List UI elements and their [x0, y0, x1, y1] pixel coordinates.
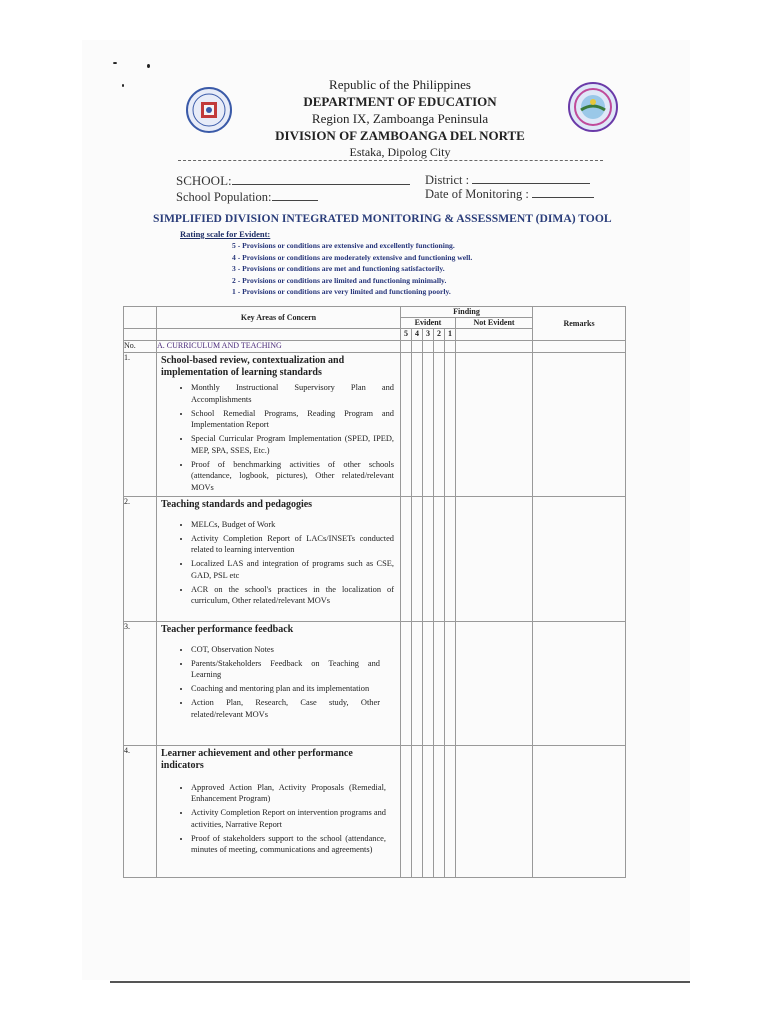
- rating-cell[interactable]: [445, 353, 456, 497]
- school-label: SCHOOL:: [176, 173, 232, 188]
- mov-item: • Monthly Instructional Supervisory Plan and Accomplishments: [191, 382, 394, 405]
- blank-cell: [157, 329, 401, 341]
- scale-4-header: 4: [412, 329, 423, 341]
- finding-header: Finding: [401, 307, 533, 318]
- scan-speck: [122, 84, 124, 87]
- mov-item: • Coaching and mentoring plan and its implementation: [191, 683, 380, 695]
- area-title: Teaching standards and pedagogies: [161, 498, 313, 510]
- region-line: Region IX, Zamboanga Peninsula: [311, 111, 489, 126]
- mov-item: • MELCs, Budget of Work: [191, 519, 394, 531]
- date-field: [425, 186, 594, 202]
- tool-title: SIMPLIFIED DIVISION INTEGRATED MONITORING & ASSESSMENT (DIMA) TOOL: [153, 212, 612, 225]
- scan-speck: [113, 62, 117, 64]
- mov-list: [157, 782, 400, 856]
- mov-item: • Proof of stakeholders support to the school (attendance, minutes of meeting, communications and agreements): [191, 833, 386, 856]
- date-blank: [532, 186, 594, 198]
- rating-cell[interactable]: [412, 621, 423, 745]
- area-cell: [157, 621, 401, 745]
- mov-item: • COT, Observation Notes: [191, 644, 380, 656]
- district-blank: [472, 172, 590, 184]
- rating-cell[interactable]: [423, 496, 434, 621]
- rating-item: 2 - Provisions or conditions are limited and functioning minimally.: [232, 275, 447, 285]
- population-label: School Population:: [176, 190, 272, 204]
- rating-scale-list: [232, 240, 472, 298]
- letterhead: [160, 76, 640, 161]
- scale-1-header: 1: [445, 329, 456, 341]
- not-evident-header: Not Evident: [456, 318, 533, 329]
- rating-cell[interactable]: [401, 353, 412, 497]
- rating-cell[interactable]: [412, 353, 423, 497]
- blank-cell: [456, 329, 533, 341]
- remarks-header: Remarks: [533, 307, 626, 341]
- rating-cell[interactable]: [434, 496, 445, 621]
- mov-item: • Approved Action Plan, Activity Proposals (Remedial, Enhancement Program): [191, 782, 386, 805]
- not-evident-cell[interactable]: [456, 745, 533, 877]
- remarks-cell[interactable]: [533, 496, 626, 621]
- rating-scale-title: Rating scale for Evident:: [180, 229, 271, 239]
- area-title: School-based review, contextualization and implementation of learning standards: [161, 355, 345, 378]
- area-cell: [157, 496, 401, 621]
- row-number: 2.: [124, 496, 157, 621]
- rating-item: 4 - Provisions or conditions are moderately extensive and functioning well.: [232, 252, 473, 262]
- table-header-row: [124, 307, 626, 318]
- department-line: DEPARTMENT OF EDUCATION: [303, 94, 497, 109]
- row-number: 3.: [124, 621, 157, 745]
- table-row: [124, 745, 626, 877]
- mov-item: • Activity Completion Report on intervention programs and activities, Narrative Report: [191, 807, 386, 830]
- mov-item: • Proof of benchmarking activities of other schools (attendance, logbook, pictures), Other related/relevant MOVs: [191, 459, 394, 494]
- area-title: Learner achievement and other performance indicators: [161, 747, 353, 771]
- rating-cell[interactable]: [445, 341, 456, 353]
- table-row: [124, 353, 626, 497]
- monitoring-table: [123, 306, 626, 878]
- area-cell: [157, 745, 401, 877]
- mov-item: • Localized LAS and integration of programs such as CSE, GAD, PSL etc: [191, 558, 394, 581]
- scale-3-header: 3: [423, 329, 434, 341]
- row-number: 1.: [124, 353, 157, 497]
- district-label: District :: [425, 173, 470, 187]
- rating-cell[interactable]: [412, 496, 423, 621]
- not-evident-cell[interactable]: [456, 353, 533, 497]
- rating-cell[interactable]: [423, 341, 434, 353]
- rating-item: 1 - Provisions or conditions are very limited and functioning poorly.: [232, 287, 451, 296]
- row-number: 4.: [124, 745, 157, 877]
- rating-cell[interactable]: [423, 353, 434, 497]
- rating-cell[interactable]: [412, 745, 423, 877]
- rating-cell[interactable]: [423, 745, 434, 877]
- rating-cell[interactable]: [445, 745, 456, 877]
- rating-cell[interactable]: [434, 341, 445, 353]
- table-row: [124, 621, 626, 745]
- school-blank: [232, 173, 410, 185]
- mov-item: • ACR on the school's practices in the localization of curriculum, Other related/relevant MOVs: [191, 584, 394, 607]
- remarks-cell[interactable]: [533, 341, 626, 353]
- rating-cell[interactable]: [401, 341, 412, 353]
- not-evident-cell[interactable]: [456, 496, 533, 621]
- republic-line: Republic of the Philippines: [329, 77, 471, 92]
- not-evident-cell[interactable]: [456, 621, 533, 745]
- population-blank: [272, 189, 318, 201]
- remarks-cell[interactable]: [533, 745, 626, 877]
- school-field: [176, 173, 410, 189]
- mov-list: [157, 519, 400, 607]
- rating-cell[interactable]: [434, 621, 445, 745]
- remarks-cell[interactable]: [533, 621, 626, 745]
- scale-5-header: 5: [401, 329, 412, 341]
- rating-cell[interactable]: [401, 745, 412, 877]
- section-heading: A. CURRICULUM AND TEACHING: [157, 341, 401, 353]
- area-title: Teacher performance feedback: [161, 623, 294, 635]
- key-areas-header: Key Areas of Concern: [157, 307, 401, 329]
- mov-item: • Parents/Stakeholders Feedback on Teaching and Learning: [191, 658, 380, 681]
- rating-cell[interactable]: [445, 621, 456, 745]
- rating-cell[interactable]: [423, 621, 434, 745]
- rating-cell[interactable]: [434, 353, 445, 497]
- rating-item: 5 - Provisions or conditions are extensive and excellently functioning.: [232, 241, 455, 250]
- no-header: No.: [124, 341, 157, 353]
- mov-item: • Special Curricular Program Implementation (SPED, IPED, MEP, SPA, SSES, Etc.): [191, 433, 394, 456]
- not-evident-cell[interactable]: [456, 341, 533, 353]
- scale-2-header: 2: [434, 329, 445, 341]
- rating-cell[interactable]: [445, 496, 456, 621]
- address-line: Estaka, Dipolog City: [349, 145, 451, 159]
- scan-edge-line: [110, 981, 690, 983]
- rating-cell[interactable]: [412, 341, 423, 353]
- corner-cell: [124, 307, 157, 329]
- table-row: [124, 496, 626, 621]
- mov-list: [157, 382, 400, 493]
- remarks-cell[interactable]: [533, 353, 626, 497]
- rating-item: 3 - Provisions or conditions are met and functioning satisfactorily.: [232, 264, 445, 273]
- population-field: [176, 189, 318, 205]
- section-row: [124, 341, 626, 353]
- scan-speck: [147, 64, 150, 68]
- date-label: Date of Monitoring :: [425, 187, 529, 201]
- rating-cell[interactable]: [434, 745, 445, 877]
- blank-cell: [124, 329, 157, 341]
- evident-header: Evident: [401, 318, 456, 329]
- mov-list: [157, 644, 400, 721]
- mov-item: • School Remedial Programs, Reading Program and Implementation Report: [191, 408, 394, 431]
- header-divider: [178, 160, 603, 161]
- mov-item: • Action Plan, Research, Case study, Other related/relevant MOVs: [191, 697, 380, 720]
- division-line: DIVISION OF ZAMBOANGA DEL NORTE: [275, 128, 525, 143]
- area-cell: [157, 353, 401, 497]
- mov-item: • Activity Completion Report of LACs/INSETs conducted related to learning intervention: [191, 533, 394, 556]
- rating-cell[interactable]: [401, 621, 412, 745]
- rating-cell[interactable]: [401, 496, 412, 621]
